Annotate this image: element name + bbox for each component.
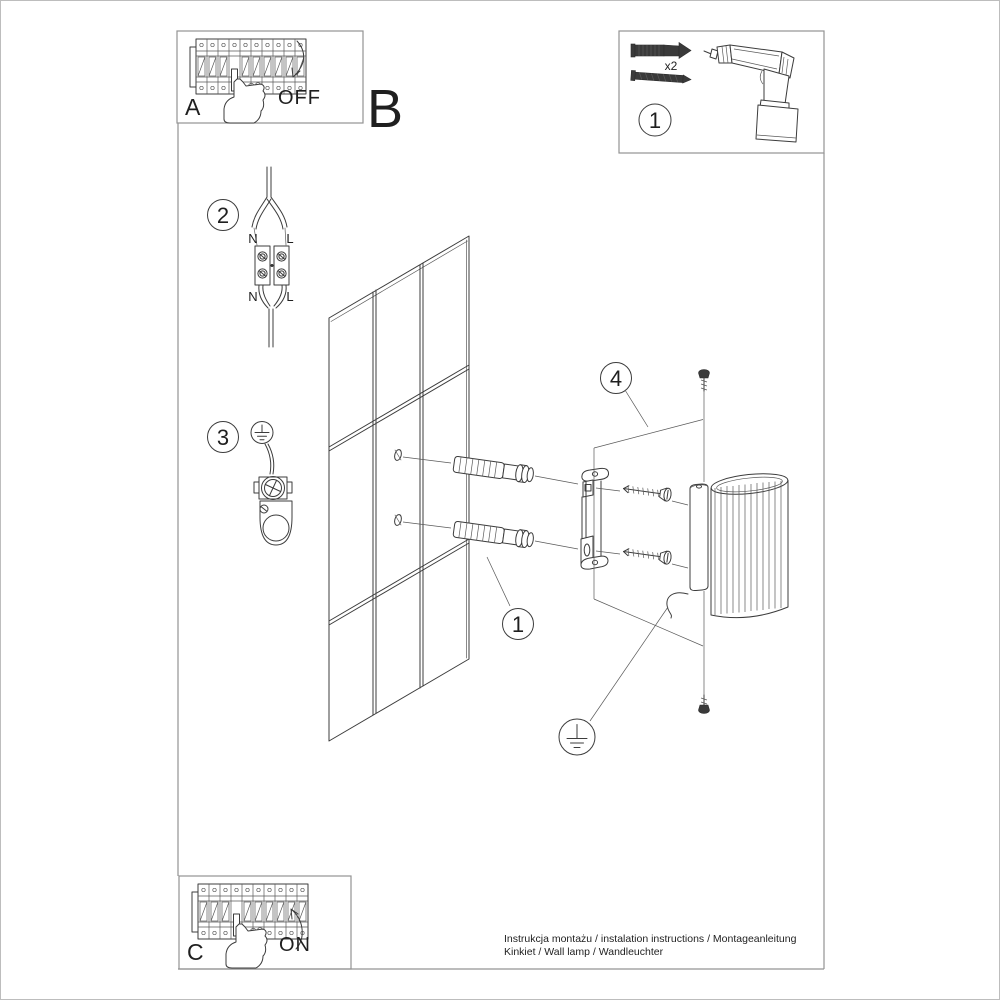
ground-icon (251, 422, 273, 444)
wall-plug-icon (631, 43, 691, 59)
step-4-callout (601, 363, 649, 428)
fixing-screw-icon (699, 695, 710, 714)
step-3-ground (208, 422, 293, 546)
parts-step-number: 1 (648, 108, 662, 133)
terminal-label-n-top: N (248, 231, 258, 246)
fixing-screw-icon (699, 370, 710, 391)
step-2-wiring (208, 167, 294, 347)
circuit-breaker-icon (190, 39, 306, 123)
lamp-ground-wire (667, 593, 688, 618)
terminal-label-l-top: L (286, 231, 294, 246)
lamp-shade-cylinder (710, 471, 789, 618)
panel-a-action: OFF (278, 87, 321, 109)
screw-icon (623, 545, 672, 565)
screw-icon (631, 70, 692, 84)
panel-c (179, 876, 351, 969)
mounting-bracket (581, 468, 609, 569)
terminal-label-n-bottom: N (248, 289, 258, 304)
ground-icon (567, 725, 587, 748)
ground-terminal-icon (254, 477, 292, 500)
section-b-label: B (367, 79, 404, 139)
panel-a (177, 31, 363, 123)
terminal-label-l-bottom: L (286, 289, 294, 304)
mounting-screws (623, 482, 672, 565)
step-1-callout (487, 557, 534, 640)
bracket-body-icon (260, 501, 292, 545)
diagram-canvas (1, 1, 1000, 1000)
footer-line2: Kinkiet / Wall lamp / Wandleuchter (504, 946, 664, 958)
panel-a-label: A (185, 94, 201, 120)
footer-line1: Instrukcja montażu / instalation instructions / Montageanleitung (504, 933, 797, 945)
screw-icon (623, 482, 672, 502)
wall-panel (329, 236, 469, 741)
step3-number: 3 (216, 425, 230, 450)
ground-symbol-callout (559, 607, 668, 755)
anchor-qty-label: x2 (664, 59, 678, 73)
panel-c-label: C (187, 939, 204, 965)
projection-outline (594, 391, 704, 695)
panel-c-border (179, 876, 351, 969)
parts-box (619, 31, 824, 153)
anchor-callout-number: 1 (511, 612, 525, 637)
step4-number: 4 (609, 366, 623, 391)
terminal-block-icon (255, 246, 289, 285)
lamp-assembly (667, 370, 789, 714)
footer-text (504, 933, 797, 958)
cable-icon (259, 285, 286, 347)
drill-icon (704, 45, 798, 142)
lamp-backplate (690, 484, 708, 591)
panel-c-action: ON (279, 934, 311, 956)
ground-wire (265, 444, 274, 474)
step2-number: 2 (216, 203, 230, 228)
leader-lines (596, 488, 688, 568)
